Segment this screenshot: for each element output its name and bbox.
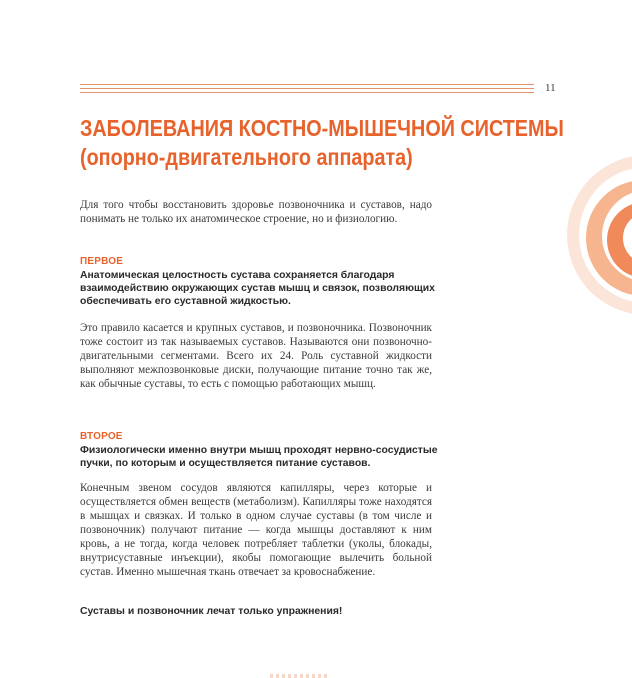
intro-paragraph: Для того чтобы восстановить здоровье позвоночника и суставов, надо понимать не только их анатомическое строение, но и физиологию.	[80, 199, 432, 225]
section-heading-second: Физиологически именно внутри мышц проходят нервно-сосудистые пучки, по которым и осуществляется питание суставов.	[80, 445, 438, 469]
page-title-line2: (опорно-двигательного аппарата)	[80, 144, 413, 170]
header-rule-line	[80, 88, 534, 89]
decorative-circles	[552, 150, 632, 320]
page-title-line1: ЗАБОЛЕВАНИЯ КОСТНО-МЫШЕЧНОЙ СИСТЕМЫ	[80, 115, 564, 141]
page-title	[80, 114, 564, 172]
bottom-decoration	[270, 674, 330, 678]
header-rule-line	[80, 92, 534, 93]
section-text-second: Конечным звеном сосудов являются капилляры, через которые и осуществляется обмен веществ (метаболизм). Капилляры тоже находятся в мышцах и связках. И только в одном случае суставы (в том числе и позвоночник) получают питание — когда мышцы доставляют к ним кровь, а не тогда, когда человек потребляет таблетки (уколы, блокады, внутрисуставные инъекции), якобы помогающие вылечить больной сустав. Именно мышечная ткань отвечает за кровоснабжение.	[80, 482, 432, 578]
section-label-second: ВТОРОЕ	[80, 431, 123, 442]
decorative-circles-graphic	[552, 150, 632, 320]
page-number: 11	[545, 82, 556, 94]
section-label-first: ПЕРВОЕ	[80, 256, 124, 267]
conclusion-statement: Суставы и позвоночник лечат только упражнения!	[80, 606, 343, 617]
section-heading-first: Анатомическая целостность сустава сохраняется благодаря взаимодействию окружающих сустав мышц и связок, позволяющих обеспечивать его суставной жидкостью.	[80, 270, 435, 307]
header-rule-line	[80, 84, 534, 85]
header-rule	[80, 84, 534, 94]
section-text-first: Это правило касается и крупных суставов, и позвоночника. Позвоночник тоже состоит из так называемых суставов. Называются они позвоночно-двигательными сегментами. Всего их 24. Роль суставной жидкости выполняют межпозвонковые диски, получающие питание точно так же, как обычные суставы, то есть с помощью работающих мышц.	[80, 322, 432, 390]
